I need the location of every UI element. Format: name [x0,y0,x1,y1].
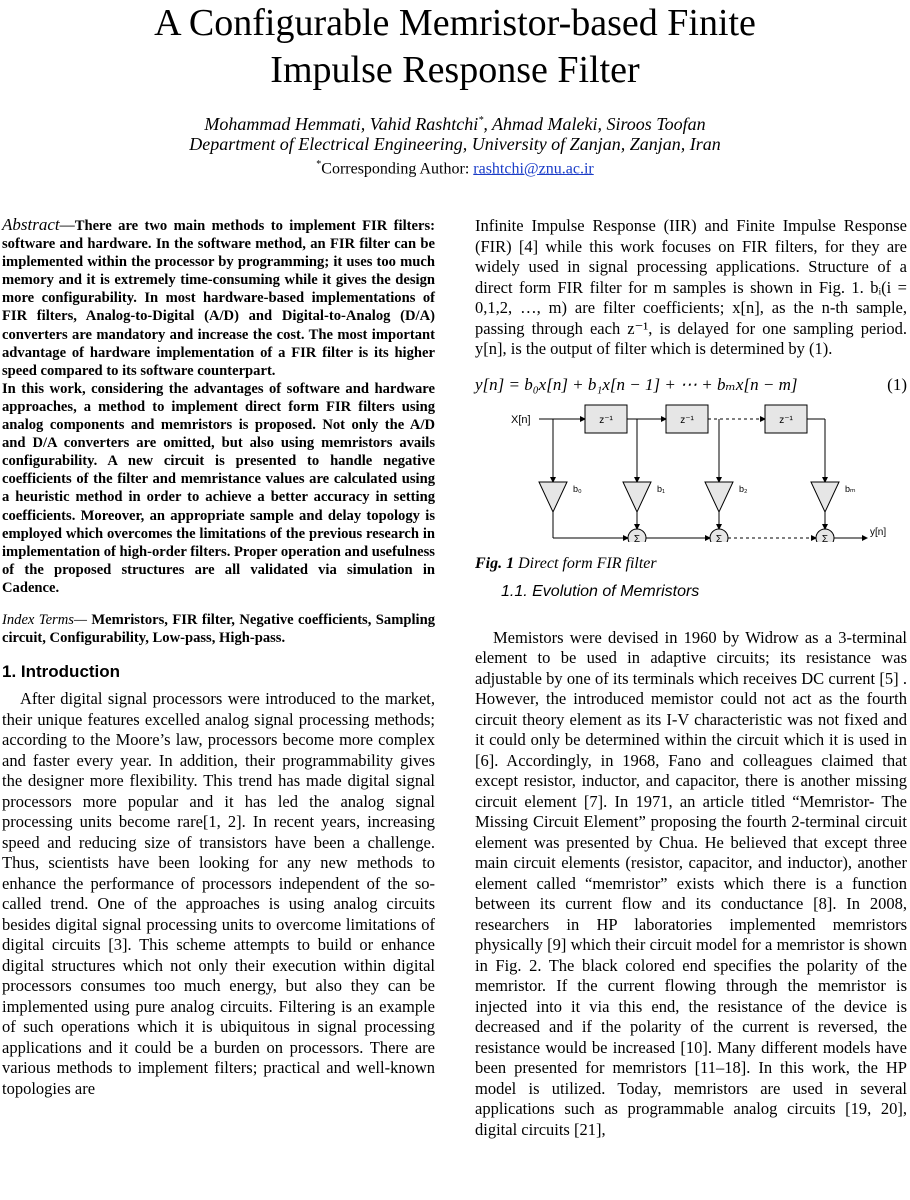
caption-label: Fig. 1 [475,554,515,572]
intro-continuation-paragraph: Infinite Impulse Response (IIR) and Finite Impulse Response (FIR) [4] while this work focuses on FIR filters, for they are widely used in signal processing applications. Structure of a direct form FIR filter for m samples is shown in Fig. 1. bᵢ(i = 0,1,2, …, m) are filter coefficients; x[n], as the n-th sample, passing through each z⁻¹, is delayed for one sampling period. y[n], is the output of filter which is determined by (1). [475,216,907,358]
figure-1-caption [475,554,907,574]
abstract [2,216,435,597]
delay-label-1: z⁻¹ [599,414,613,426]
abstract-paragraph-2: In this work, considering the advantages of software and hardware approaches, a method to implement direct form FIR filters using analog components and memristors is proposed. Not only the A/D and D/A converters are omitted, but also using memristors avails configurability. A new circuit is presented to handle negative coefficients of the filter and memristance values are calculated using a heuristic method in order to achieve a better accuracy in setting coefficients. Moreover, an appropriate sample and delay topology is employed which overcomes the limitations of the previous research in implementation of high-order filters. Proper operation and usefulness of the proposed structures are all validated via simulation in Cadence. [2,380,435,596]
corresponding-label: Corresponding Author: [321,160,474,178]
authors-main: Mohammad Hemmati, Vahid Rashtchi [204,114,479,134]
title-line-2: Impulse Response Filter [270,49,640,91]
coeff-b0: b₀ [573,483,582,494]
index-terms-label: Index Terms— [2,611,87,628]
gain-b0 [539,482,567,512]
index-terms-text: Memristors, FIR filter, Negative coefficients, Sampling circuit, Configurability, Low-pass, High-pass. [2,611,435,647]
paper-title [0,0,910,94]
gain-bm [811,482,839,512]
input-label: X[n] [511,413,531,426]
introduction-paragraph: After digital signal processors were introduced to the market, their unique features excelled analog signal processing methods; according to the Moore’s law, processors become more complex and faster every year. In addition, their programmability gives the designer more flexibility. This trend has made digital signal processors more popular and it has led the analog signal processing units become rare[1, 2]. In recent years, increasing speed and reducing size of transistors have been a challenge. Thus, scientists have been looking for any new methods to enhance the performance of processors independent of the so-called trend. One of the approaches is using analog circuits besides digital signal processing units to overcome limitations of digital circuits [3]. This scheme attempts to build or enhance digital structures which not only their execution within digital processors consumes too much energy, but also they can be implemented using pure analog circuits. Filtering is an example of such operations which it is ubiquitous in signal processing applications and it could be a burden on processors. There are various methods to implement filters; practical and well-known topologies are [2,689,435,1098]
left-column [2,216,435,1099]
affiliation: Department of Electrical Engineering, University of Zanjan, Zanjan, Iran [189,134,721,154]
author-star: * [478,115,484,126]
gain-b2 [705,482,733,512]
coeff-bm: bₘ [845,483,856,494]
adder-label-2: Σ [715,533,723,542]
fir-block-diagram [475,402,905,542]
author-list [0,110,910,135]
authors-rest: , Ahmad Maleki, Siroos Toofan [483,114,706,134]
output-label: y[n] [870,526,887,538]
abstract-paragraph-1: There are two main methods to implement FIR filters: software and hardware. In the software method, an FIR filter can be implemented within the processor by programming; it uses too much memory and it is extremely time-consuming while it gives the design more configurability. In most hardware-based implementations of FIR filters, Analog-to-Digital (A/D) and Digital-to-Analog (D/A) converters are mandatory and increase the cost. The most important advantage of hardware implementation of a FIR filter is its higher speed compared to its software counterpart. [2,218,435,379]
title-line-1: A Configurable Memristor-based Finite [154,2,756,44]
figure-1 [475,402,905,542]
equation-number: (1) [887,374,907,394]
corresponding-star: * [316,159,322,170]
coeff-b1: b₁ [657,483,666,494]
subsection-heading: 1.1. Evolution of Memristors [501,582,700,600]
delay-label-3: z⁻¹ [779,414,793,426]
section-heading-introduction: 1. Introduction [2,662,121,682]
coeff-b2: b₂ [739,483,748,494]
corresponding-author [0,155,910,179]
corresponding-email-link[interactable]: rashtchi@znu.ac.ir [473,160,594,178]
delay-label-2: z⁻¹ [680,414,694,426]
gain-b1 [623,482,651,512]
equation-text: y[n] = b₀x[n] + b₁x[n − 1] + ⋯ + bₘx[n − m] [475,374,798,394]
right-column [475,216,907,1140]
caption-text: Direct form FIR filter [514,554,657,572]
equation-1 [475,374,907,396]
index-terms [2,611,435,647]
abstract-heading: Abstract— [2,215,75,234]
adder-label-3: Σ [821,533,829,542]
adder-label-1: Σ [633,533,641,542]
memristor-paragraph: Memistors were devised in 1960 by Widrow as a 3-terminal element to be used in adaptive circuits; its resistance was adjustable by one of its terminals which receives DC current [5] . However, the introduced memistor could not act as the fourth circuit theory element as its I-V characteristic was not fixed and it could only be determined within the circuit which it is used in [6]. Accordingly, in 1968, Fano and colleagues claimed that except resistor, inductor, and capacitor, there is another missing circuit element [7]. In 1971, an article titled “Memristor- The Missing Circuit Element” proposing the fourth 2-terminal circuit element was presented by Chua. He believed that except three main circuit elements (resistor, capacitor, and inductor), another element called “memristor” exists which there is a function between its current flow and its conductance [8]. In 2008, researchers in HP laboratories implemented memristors physically [9] which their circuit model for a memristor is shown in Fig. 2. The black colored end specifies the polarity of the memristor. If the current flowing through the memristor is injected into it via this end, the resistance of the device is decreased and if the polarity of the current is reversed, the resistance would be increased [10]. Many different models have been presented for memristors [11–18]. In this work, the HP model is utilized. Today, memristors are used in several applications such as programmable analog circuits [19, 20], digital circuits [21], [475,627,907,1139]
